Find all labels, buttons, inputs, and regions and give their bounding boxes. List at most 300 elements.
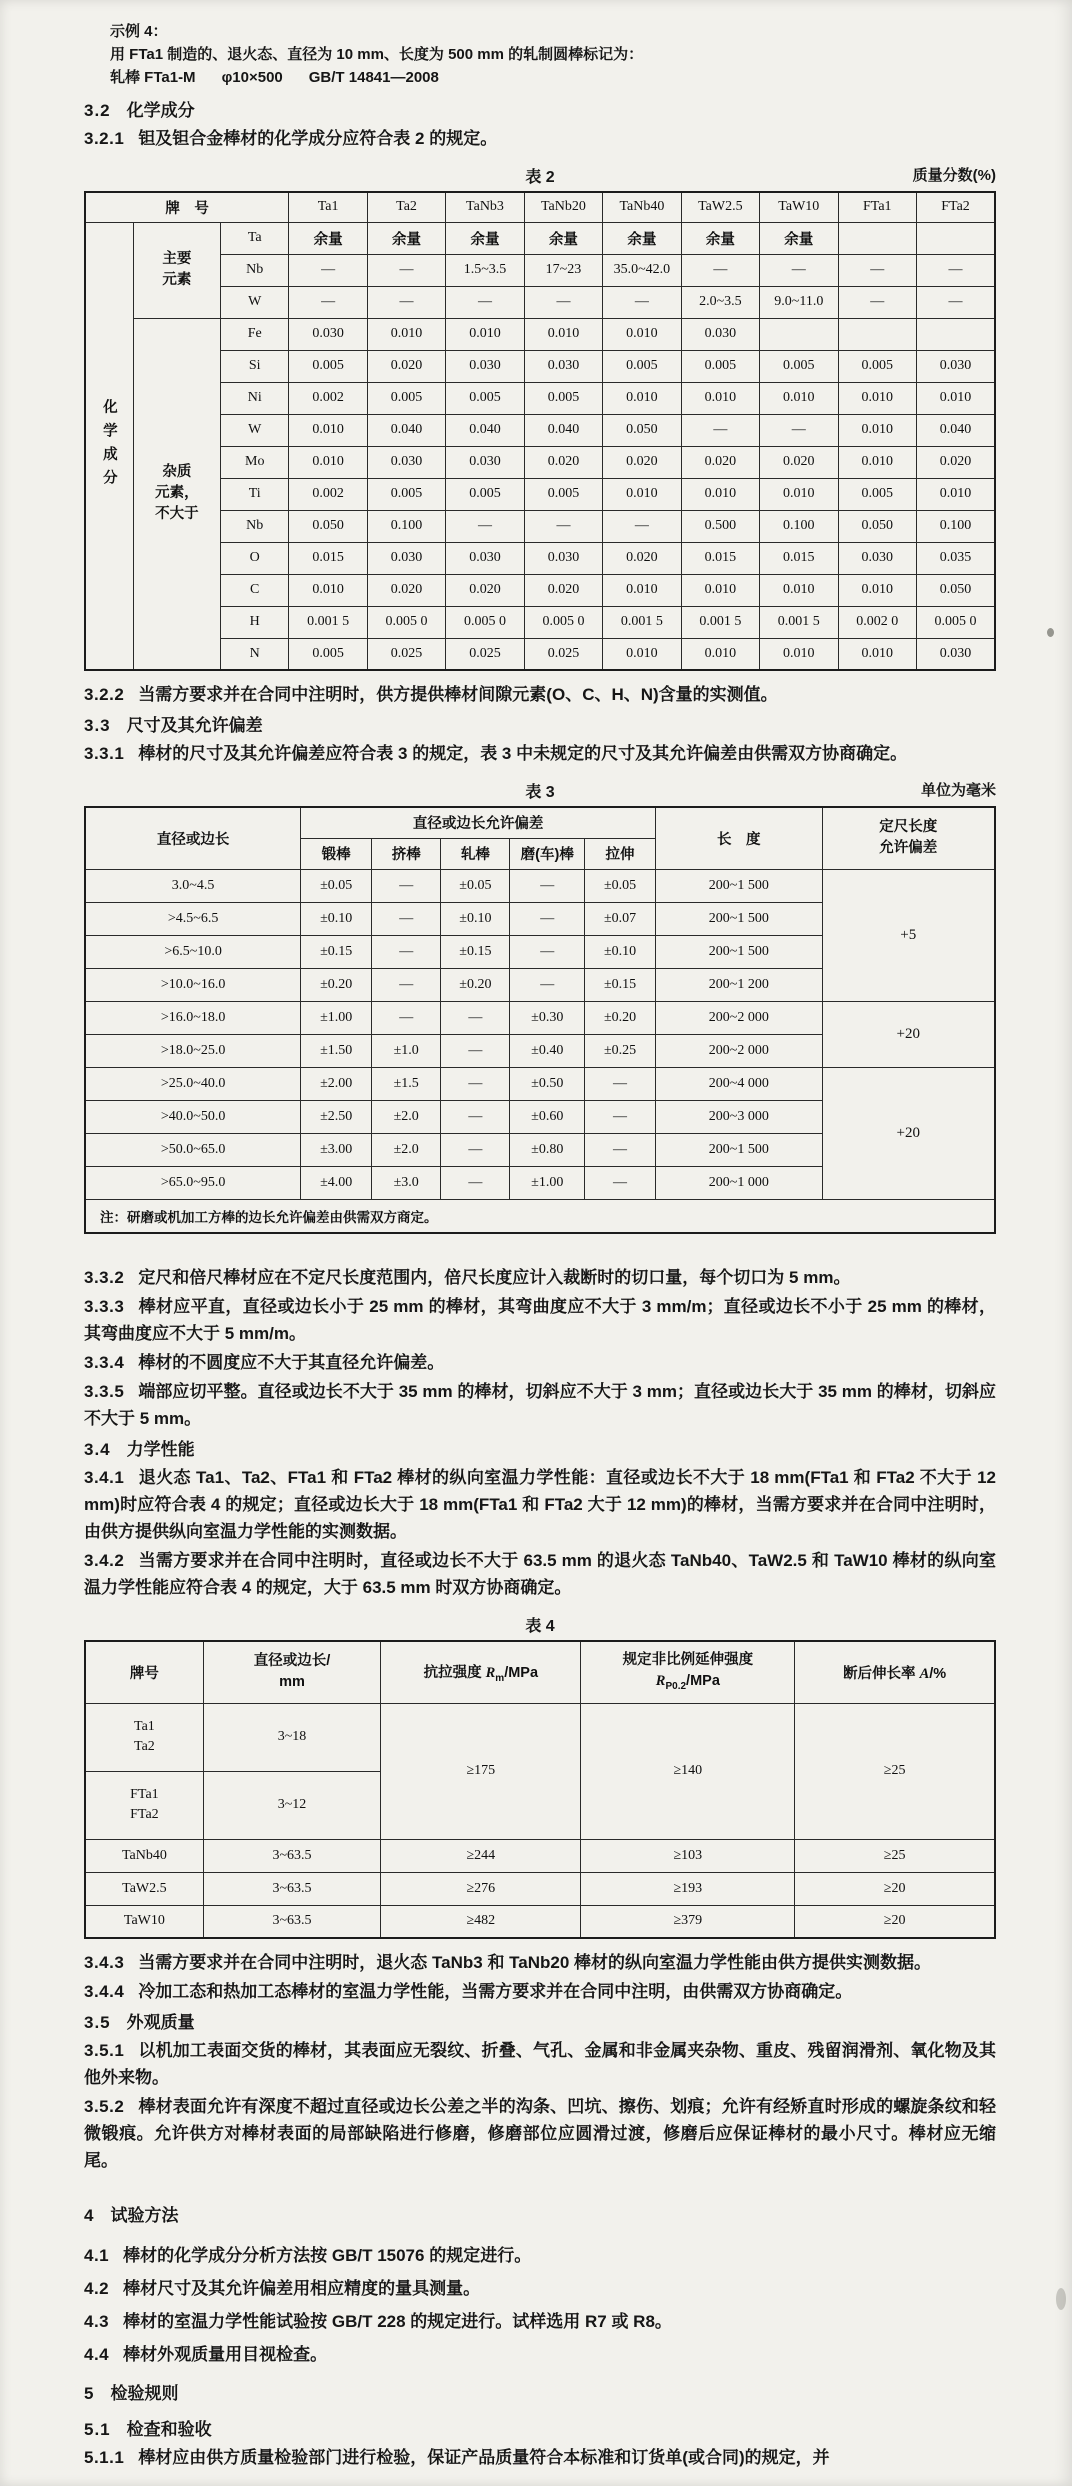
table-2-caption: 表 2: [525, 169, 555, 186]
table-cell: ±0.25: [585, 1034, 656, 1067]
table-cell: —: [681, 254, 759, 286]
table-cell: 0.025: [524, 638, 602, 670]
table-cell: 0.020: [524, 574, 602, 606]
header-line: mm: [279, 1674, 305, 1691]
grade-column-header: 牌号: [85, 1641, 203, 1703]
table-cell: 0.030: [524, 542, 602, 574]
table-cell: 0.010: [681, 638, 759, 670]
table-cell: 0.010: [681, 382, 759, 414]
table-cell: 0.005: [524, 382, 602, 414]
table-cell: ±0.30: [510, 1001, 585, 1034]
element-symbol: W: [221, 286, 289, 318]
clause-3-5-2: 3.5.2 棒材表面允许有深度不超过直径或边长公差之半的沟条、凹坑、擦伤、划痕；允许有经矫直时形成的螺旋条纹和轻微锻痕。允许供方对棒材表面的局部缺陷进行修磨，修磨部位应圆滑过渡，修磨后应保证棒材的最小尺寸。棒材应无缩尾。: [84, 2097, 996, 2170]
element-symbol: O: [221, 542, 289, 574]
table-cell: —: [441, 1067, 510, 1100]
table-cell: [916, 222, 995, 254]
diameter-range: 3~18: [203, 1703, 380, 1771]
table-cell: 9.0~11.0: [760, 286, 838, 318]
table-row: [85, 350, 995, 382]
table-4-header-row: [85, 1641, 995, 1703]
table-cell: —: [585, 1100, 656, 1133]
diameter-range: 3~63.5: [203, 1905, 380, 1938]
designation-part: 轧棒 FTa1-M: [110, 69, 196, 86]
table-cell: —: [289, 286, 367, 318]
table-row: [85, 574, 995, 606]
table-cell: ≥379: [581, 1905, 795, 1938]
table-cell: ≥103: [581, 1839, 795, 1872]
clause-3-3-5: 3.3.5 端部应切平整。直径或边长不大于 35 mm 的棒材，切斜应不大于 3 mm；直径或边长大于 35 mm 的棒材，切斜应不大于 5 mm。: [84, 1382, 996, 1428]
table-cell: 余量: [367, 222, 445, 254]
table-cell: 0.100: [916, 510, 995, 542]
table-cell: ≥20: [795, 1872, 995, 1905]
table-cell: 0.020: [603, 542, 681, 574]
table-cell: [760, 318, 838, 350]
scan-speck: [1047, 628, 1054, 637]
table-cell: ±0.60: [510, 1100, 585, 1133]
table-row: [85, 414, 995, 446]
table-cell: 0.020: [760, 446, 838, 478]
clause-3-4-2: 3.4.2 当需方要求并在合同中注明时，直径或边长不大于 63.5 mm 的退火态 TaNb40、TaW2.5 和 TaW10 棒材的纵向室温力学性能应符合表 4 的规定，大于 63.5 mm 时双方协商确定。: [84, 1551, 996, 1597]
table-cell: 0.002 0: [838, 606, 916, 638]
test-methods-list: [84, 2242, 996, 2368]
table-cell: 0.005: [289, 638, 367, 670]
length-range: 200~2 000: [656, 1001, 823, 1034]
element-symbol: Mo: [221, 446, 289, 478]
clause-4-4: 4.4 棒材外观质量用目视检查。: [84, 2345, 328, 2364]
table-cell: 0.010: [524, 318, 602, 350]
table-row: [85, 869, 995, 902]
table-cell: 余量: [524, 222, 602, 254]
tolerance-subheader: 轧棒: [441, 838, 510, 869]
clause-4-3: 4.3 棒材的室温力学性能试验按 GB/T 228 的规定进行。试样选用 R7 或 R8。: [84, 2312, 672, 2331]
grade-names: [85, 1703, 203, 1771]
table-cell: —: [441, 1100, 510, 1133]
table-cell: ±1.0: [372, 1034, 441, 1067]
table-cell: 0.010: [838, 446, 916, 478]
length-column-header: 长 度: [656, 807, 823, 869]
header-line: 允许偏差: [879, 840, 938, 857]
table-cell: 余量: [760, 222, 838, 254]
table-cell: 0.010: [603, 382, 681, 414]
table-cell: ≥244: [381, 1839, 581, 1872]
grade-name: TaW2.5: [85, 1872, 203, 1905]
table-cell: 0.005 0: [524, 606, 602, 638]
table-cell: 0.005: [289, 350, 367, 382]
length-range: 200~2 000: [656, 1034, 823, 1067]
table-cell: 0.020: [367, 350, 445, 382]
table-cell: 0.001 5: [289, 606, 367, 638]
table-cell: —: [510, 902, 585, 935]
table-cell: —: [510, 935, 585, 968]
table-cell: 0.010: [289, 446, 367, 478]
grade-header: TaNb40: [603, 192, 681, 222]
element-symbol: N: [221, 638, 289, 670]
diameter-column-header: [203, 1641, 380, 1703]
example-label: 示例 4：: [110, 23, 168, 40]
impurity-group-label: [133, 318, 220, 670]
header-line: 直径或边长/: [253, 1653, 331, 1670]
table-cell: 余量: [603, 222, 681, 254]
table-cell: —: [446, 510, 524, 542]
table-cell: 余量: [446, 222, 524, 254]
table-cell: 0.010: [760, 638, 838, 670]
table-cell: 0.040: [367, 414, 445, 446]
table-cell: 0.010: [916, 478, 995, 510]
diameter-column-header: 直径或边长: [85, 807, 301, 869]
table-cell: 0.010: [603, 574, 681, 606]
table-cell: ±0.15: [585, 968, 656, 1001]
table-cell: 35.0~42.0: [603, 254, 681, 286]
table-row: [85, 1839, 995, 1872]
table-cell: 0.001 5: [760, 606, 838, 638]
table-cell: ±0.20: [301, 968, 372, 1001]
section-heading-3-3: 3.3 尺寸及其允许偏差: [84, 716, 263, 735]
table-cell: 0.050: [916, 574, 995, 606]
table-cell: —: [510, 968, 585, 1001]
table-cell: —: [681, 414, 759, 446]
table-cell: 0.040: [446, 414, 524, 446]
diameter-range: >65.0~95.0: [85, 1166, 301, 1199]
clause-3-5-1: 3.5.1 以机加工表面交货的棒材，其表面应无裂纹、折叠、气孔、金属和非金属夹杂物、重皮、残留润滑剂、氧化物及其他外来物。: [84, 2041, 996, 2087]
table-cell: 0.015: [760, 542, 838, 574]
table-cell: —: [603, 510, 681, 542]
table-cell: 2.0~3.5: [681, 286, 759, 318]
example-description: 用 FTa1 制造的、退火态、直径为 10 mm、长度为 500 mm 的轧制圆棒标记为：: [110, 46, 644, 63]
table-cell: —: [372, 869, 441, 902]
element-symbol: Ti: [221, 478, 289, 510]
length-range: 200~3 000: [656, 1100, 823, 1133]
table-cell: —: [372, 902, 441, 935]
table-cell: 0.010: [446, 318, 524, 350]
table-cell: —: [441, 1001, 510, 1034]
table-cell: 0.010: [603, 638, 681, 670]
table-cell: 0.005: [367, 382, 445, 414]
element-symbol: C: [221, 574, 289, 606]
group-label-line: 元素，: [155, 485, 199, 502]
table-cell: —: [372, 1001, 441, 1034]
grade-name: FTa2: [130, 1807, 159, 1822]
table-row: [85, 1001, 995, 1034]
element-symbol: Ta: [221, 222, 289, 254]
table-cell: ±0.80: [510, 1133, 585, 1166]
table-cell: 0.040: [916, 414, 995, 446]
clause-3-2-1: 3.2.1 钽及钽合金棒材的化学成分应符合表 2 的规定。: [84, 129, 498, 148]
table-cell: 1.5~3.5: [446, 254, 524, 286]
table-cell: 0.030: [916, 638, 995, 670]
table-cell: —: [367, 254, 445, 286]
grade-header: Ta2: [367, 192, 445, 222]
clause-3-4-1: 3.4.1 退火态 Ta1、Ta2、FTa1 和 FTa2 棒材的纵向室温力学性能：直径或边长不大于 18 mm(FTa1 和 FTa2 不大于 12 mm)时应符合表 4 的规定；直径或边长大于 18 mm(FTa1 和 FTa2 大于 12 mm)的棒材，当需方要求并在合同中注明时，由供方提供纵向室温力学性能的实测数据。: [84, 1468, 996, 1541]
proof-strength-header: 规定非比例延伸强度 $R_{P0.2}$/MPa: [581, 1641, 795, 1703]
table-cell: —: [441, 1166, 510, 1199]
fixed-length-tolerance: +5: [822, 869, 995, 1001]
clause-3-2-2: 3.2.2 当需方要求并在合同中注明时，供方提供棒材间隙元素(O、C、H、N)含量的实测值。: [84, 685, 778, 704]
table-row: [85, 606, 995, 638]
table-cell: —: [289, 254, 367, 286]
table-cell: —: [585, 1067, 656, 1100]
table-cell: ±0.40: [510, 1034, 585, 1067]
table-cell: ≥193: [581, 1872, 795, 1905]
table-cell: 0.100: [760, 510, 838, 542]
table-cell: 0.030: [289, 318, 367, 350]
table-row: [85, 1905, 995, 1938]
clause-3-4-3: 3.4.3 当需方要求并在合同中注明时，退火态 TaNb3 和 TaNb20 棒材的纵向室温力学性能由供方提供实测数据。: [84, 1953, 932, 1972]
table-3-note-row: [85, 1199, 995, 1233]
table-cell: 0.010: [603, 478, 681, 510]
designation-part: φ10×500: [221, 69, 283, 86]
elongation-value: ≥25: [795, 1703, 995, 1839]
table-cell: 0.050: [838, 510, 916, 542]
table-3-note: 注：研磨或机加工方棒的边长允许偏差由供需双方商定。: [85, 1199, 995, 1233]
diameter-range: 3~63.5: [203, 1872, 380, 1905]
table-cell: 0.005 0: [916, 606, 995, 638]
table-cell: 0.030: [446, 446, 524, 478]
table-cell: ±0.20: [585, 1001, 656, 1034]
tolerance-subheader: 锻棒: [301, 838, 372, 869]
table-cell: ±0.07: [585, 902, 656, 935]
table-cell: 0.025: [367, 638, 445, 670]
table-cell: 0.005: [838, 478, 916, 510]
table-cell: ±2.0: [372, 1100, 441, 1133]
table-cell: —: [838, 286, 916, 318]
tolerance-group-header: 直径或边长允许偏差: [301, 807, 656, 838]
table-cell: 17~23: [524, 254, 602, 286]
length-range: 200~1 500: [656, 1133, 823, 1166]
grade-names: [85, 1771, 203, 1839]
diameter-range: >6.5~10.0: [85, 935, 301, 968]
table-cell: ±0.05: [301, 869, 372, 902]
group-label-line: 元素: [162, 272, 192, 288]
tolerance-subheader: 拉伸: [585, 838, 656, 869]
diameter-range: 3~12: [203, 1771, 380, 1839]
table-cell: ±0.50: [510, 1067, 585, 1100]
clause-4-1: 4.1 棒材的化学成分分析方法按 GB/T 15076 的规定进行。: [84, 2246, 532, 2265]
table-cell: 0.010: [603, 318, 681, 350]
table-cell: 0.002: [289, 478, 367, 510]
grade-name: FTa1: [130, 1786, 159, 1802]
table-cell: —: [441, 1133, 510, 1166]
table-cell: 0.050: [289, 510, 367, 542]
table-cell: —: [510, 869, 585, 902]
length-range: 200~1 500: [656, 935, 823, 968]
table-2-chemical-composition: [84, 191, 996, 671]
grade-header: FTa2: [916, 192, 995, 222]
table-cell: ±0.20: [441, 968, 510, 1001]
grade-name: TaW10: [85, 1905, 203, 1938]
proof-strength-value: ≥140: [581, 1703, 795, 1839]
section-heading-5-1: 5.1 检查和验收: [84, 2420, 212, 2439]
diameter-range: >18.0~25.0: [85, 1034, 301, 1067]
clause-4-2: 4.2 棒材尺寸及其允许偏差用相应精度的量具测量。: [84, 2279, 481, 2298]
grade-name: TaNb40: [85, 1839, 203, 1872]
element-symbol: Ni: [221, 382, 289, 414]
table-4-mechanical-properties: [84, 1640, 996, 1939]
length-range: 200~1 000: [656, 1166, 823, 1199]
table-row: [85, 318, 995, 350]
table-cell: 0.005: [603, 350, 681, 382]
table-cell: —: [603, 286, 681, 318]
table-cell: 0.015: [681, 542, 759, 574]
table-cell: 0.030: [367, 446, 445, 478]
table-row: [85, 446, 995, 478]
element-symbol: Si: [221, 350, 289, 382]
table-cell: [838, 318, 916, 350]
table-2-side-label: 化学成分: [85, 222, 133, 670]
table-cell: ±0.05: [585, 869, 656, 902]
table-cell: 0.010: [289, 574, 367, 606]
table-cell: —: [916, 286, 995, 318]
table-cell: ±1.50: [301, 1034, 372, 1067]
fixed-length-tolerance: +20: [822, 1001, 995, 1067]
table-cell: ±0.10: [301, 902, 372, 935]
table-cell: 0.500: [681, 510, 759, 542]
table-cell: 0.005: [524, 478, 602, 510]
table-row: [85, 286, 995, 318]
table-cell: 0.005: [760, 350, 838, 382]
table-cell: 0.050: [603, 414, 681, 446]
section-heading-3-4: 3.4 力学性能: [84, 1440, 195, 1459]
table-row: [85, 222, 995, 254]
table-2-caption-row: [84, 164, 996, 187]
group-label-line: 杂质: [162, 464, 192, 481]
table-cell: ±2.50: [301, 1100, 372, 1133]
table-3-unit-note: 单位为毫米: [920, 782, 996, 799]
table-cell: 0.005: [446, 478, 524, 510]
table-2-header-row: [85, 192, 995, 222]
section-heading-4: 4 试验方法: [84, 2206, 179, 2225]
table-cell: —: [372, 968, 441, 1001]
table-cell: 0.030: [838, 542, 916, 574]
table-cell: 0.030: [446, 350, 524, 382]
table-cell: ±0.10: [441, 902, 510, 935]
designation-part: GB/T 14841—2008: [308, 69, 439, 86]
table-cell: ±3.00: [301, 1133, 372, 1166]
example-block: [110, 20, 996, 89]
grade-header: Ta1: [289, 192, 367, 222]
table-cell: 0.020: [446, 574, 524, 606]
header-line: 定尺长度: [879, 819, 938, 836]
table-cell: 0.001 5: [681, 606, 759, 638]
diameter-range: >16.0~18.0: [85, 1001, 301, 1034]
table-cell: 0.020: [367, 574, 445, 606]
fixed-length-tolerance: +20: [822, 1067, 995, 1199]
table-cell: 0.030: [524, 350, 602, 382]
element-symbol: W: [221, 414, 289, 446]
table-row: [85, 382, 995, 414]
table-cell: 0.005 0: [367, 606, 445, 638]
length-range: 200~1 500: [656, 902, 823, 935]
table-cell: 0.030: [681, 318, 759, 350]
table-cell: 0.010: [838, 638, 916, 670]
diameter-range: >25.0~40.0: [85, 1067, 301, 1100]
table-cell: 0.010: [838, 382, 916, 414]
table-row: [85, 478, 995, 510]
table-cell: 0.005: [367, 478, 445, 510]
table-cell: ±0.10: [585, 935, 656, 968]
table-cell: 0.010: [367, 318, 445, 350]
group-label-line: 主要: [162, 250, 192, 267]
element-symbol: Nb: [221, 510, 289, 542]
table-cell: ±2.00: [301, 1067, 372, 1100]
table-cell: ±1.00: [301, 1001, 372, 1034]
table-cell: 0.002: [289, 382, 367, 414]
grade-name: Ta2: [134, 1739, 155, 1754]
table-cell: 0.010: [289, 414, 367, 446]
table-cell: [838, 222, 916, 254]
table-cell: 0.010: [760, 478, 838, 510]
tensile-strength-header: 抗拉强度 $R_m$/MPa: [381, 1641, 581, 1703]
grade-header: TaNb20: [524, 192, 602, 222]
grade-name: Ta1: [134, 1718, 155, 1734]
table-cell: ±0.15: [301, 935, 372, 968]
table-row: [85, 638, 995, 670]
table-cell: ≥25: [795, 1839, 995, 1872]
table-3-caption: 表 3: [525, 784, 555, 801]
table-cell: 0.005 0: [446, 606, 524, 638]
table-cell: 0.030: [446, 542, 524, 574]
element-symbol: H: [221, 606, 289, 638]
table-cell: —: [367, 286, 445, 318]
table-cell: 0.001 5: [603, 606, 681, 638]
table-cell: 0.010: [916, 382, 995, 414]
table-cell: 0.020: [916, 446, 995, 478]
table-cell: —: [524, 510, 602, 542]
table-cell: 0.025: [446, 638, 524, 670]
table-cell: 0.015: [289, 542, 367, 574]
tolerance-subheader: 挤棒: [372, 838, 441, 869]
table-cell: —: [916, 254, 995, 286]
element-symbol: Nb: [221, 254, 289, 286]
clause-3-3-2: 3.3.2 定尺和倍尺棒材应在不定尺长度范围内，倍尺长度应计入裁断时的切口量，每个切口为 5 mm。: [84, 1268, 851, 1287]
fixed-length-column-header: [822, 807, 995, 869]
table-cell: ≥20: [795, 1905, 995, 1938]
table-2-unit-note: 质量分数(%): [912, 167, 996, 184]
element-symbol: Fe: [221, 318, 289, 350]
table-cell: —: [585, 1133, 656, 1166]
table-cell: [916, 318, 995, 350]
table-cell: —: [838, 254, 916, 286]
group-label-line: 不大于: [155, 506, 199, 523]
diameter-range: >50.0~65.0: [85, 1133, 301, 1166]
table-cell: —: [524, 286, 602, 318]
diameter-range: 3~63.5: [203, 1839, 380, 1872]
clause-3-3-1: 3.3.1 棒材的尺寸及其允许偏差应符合表 3 的规定，表 3 中未规定的尺寸及其允许偏差由供需双方协商确定。: [84, 744, 908, 763]
table-cell: —: [760, 254, 838, 286]
table-cell: 0.035: [916, 542, 995, 574]
grade-header: TaNb3: [446, 192, 524, 222]
table-cell: ±1.00: [510, 1166, 585, 1199]
table-cell: —: [441, 1034, 510, 1067]
example-designation: [110, 66, 996, 89]
section-heading-3-2: 3.2 化学成分: [84, 101, 195, 120]
length-range: 200~4 000: [656, 1067, 823, 1100]
table-cell: 0.030: [916, 350, 995, 382]
table-4-caption-row: [84, 1613, 996, 1636]
table-cell: ±0.15: [441, 935, 510, 968]
table-row: [85, 254, 995, 286]
table-cell: 0.005: [838, 350, 916, 382]
grade-header: TaW2.5: [681, 192, 759, 222]
grade-header: TaW10: [760, 192, 838, 222]
clause-5-1-1: 5.1.1 棒材应由供方质量检验部门进行检验，保证产品质量符合本标准和订货单(或合同)的规定，并: [84, 2448, 830, 2467]
table-cell: 0.020: [524, 446, 602, 478]
diameter-range: >4.5~6.5: [85, 902, 301, 935]
table-cell: ±0.05: [441, 869, 510, 902]
table-cell: 0.010: [760, 382, 838, 414]
table-cell: —: [372, 935, 441, 968]
section-heading-3-5: 3.5 外观质量: [84, 2013, 195, 2032]
table-cell: —: [760, 414, 838, 446]
